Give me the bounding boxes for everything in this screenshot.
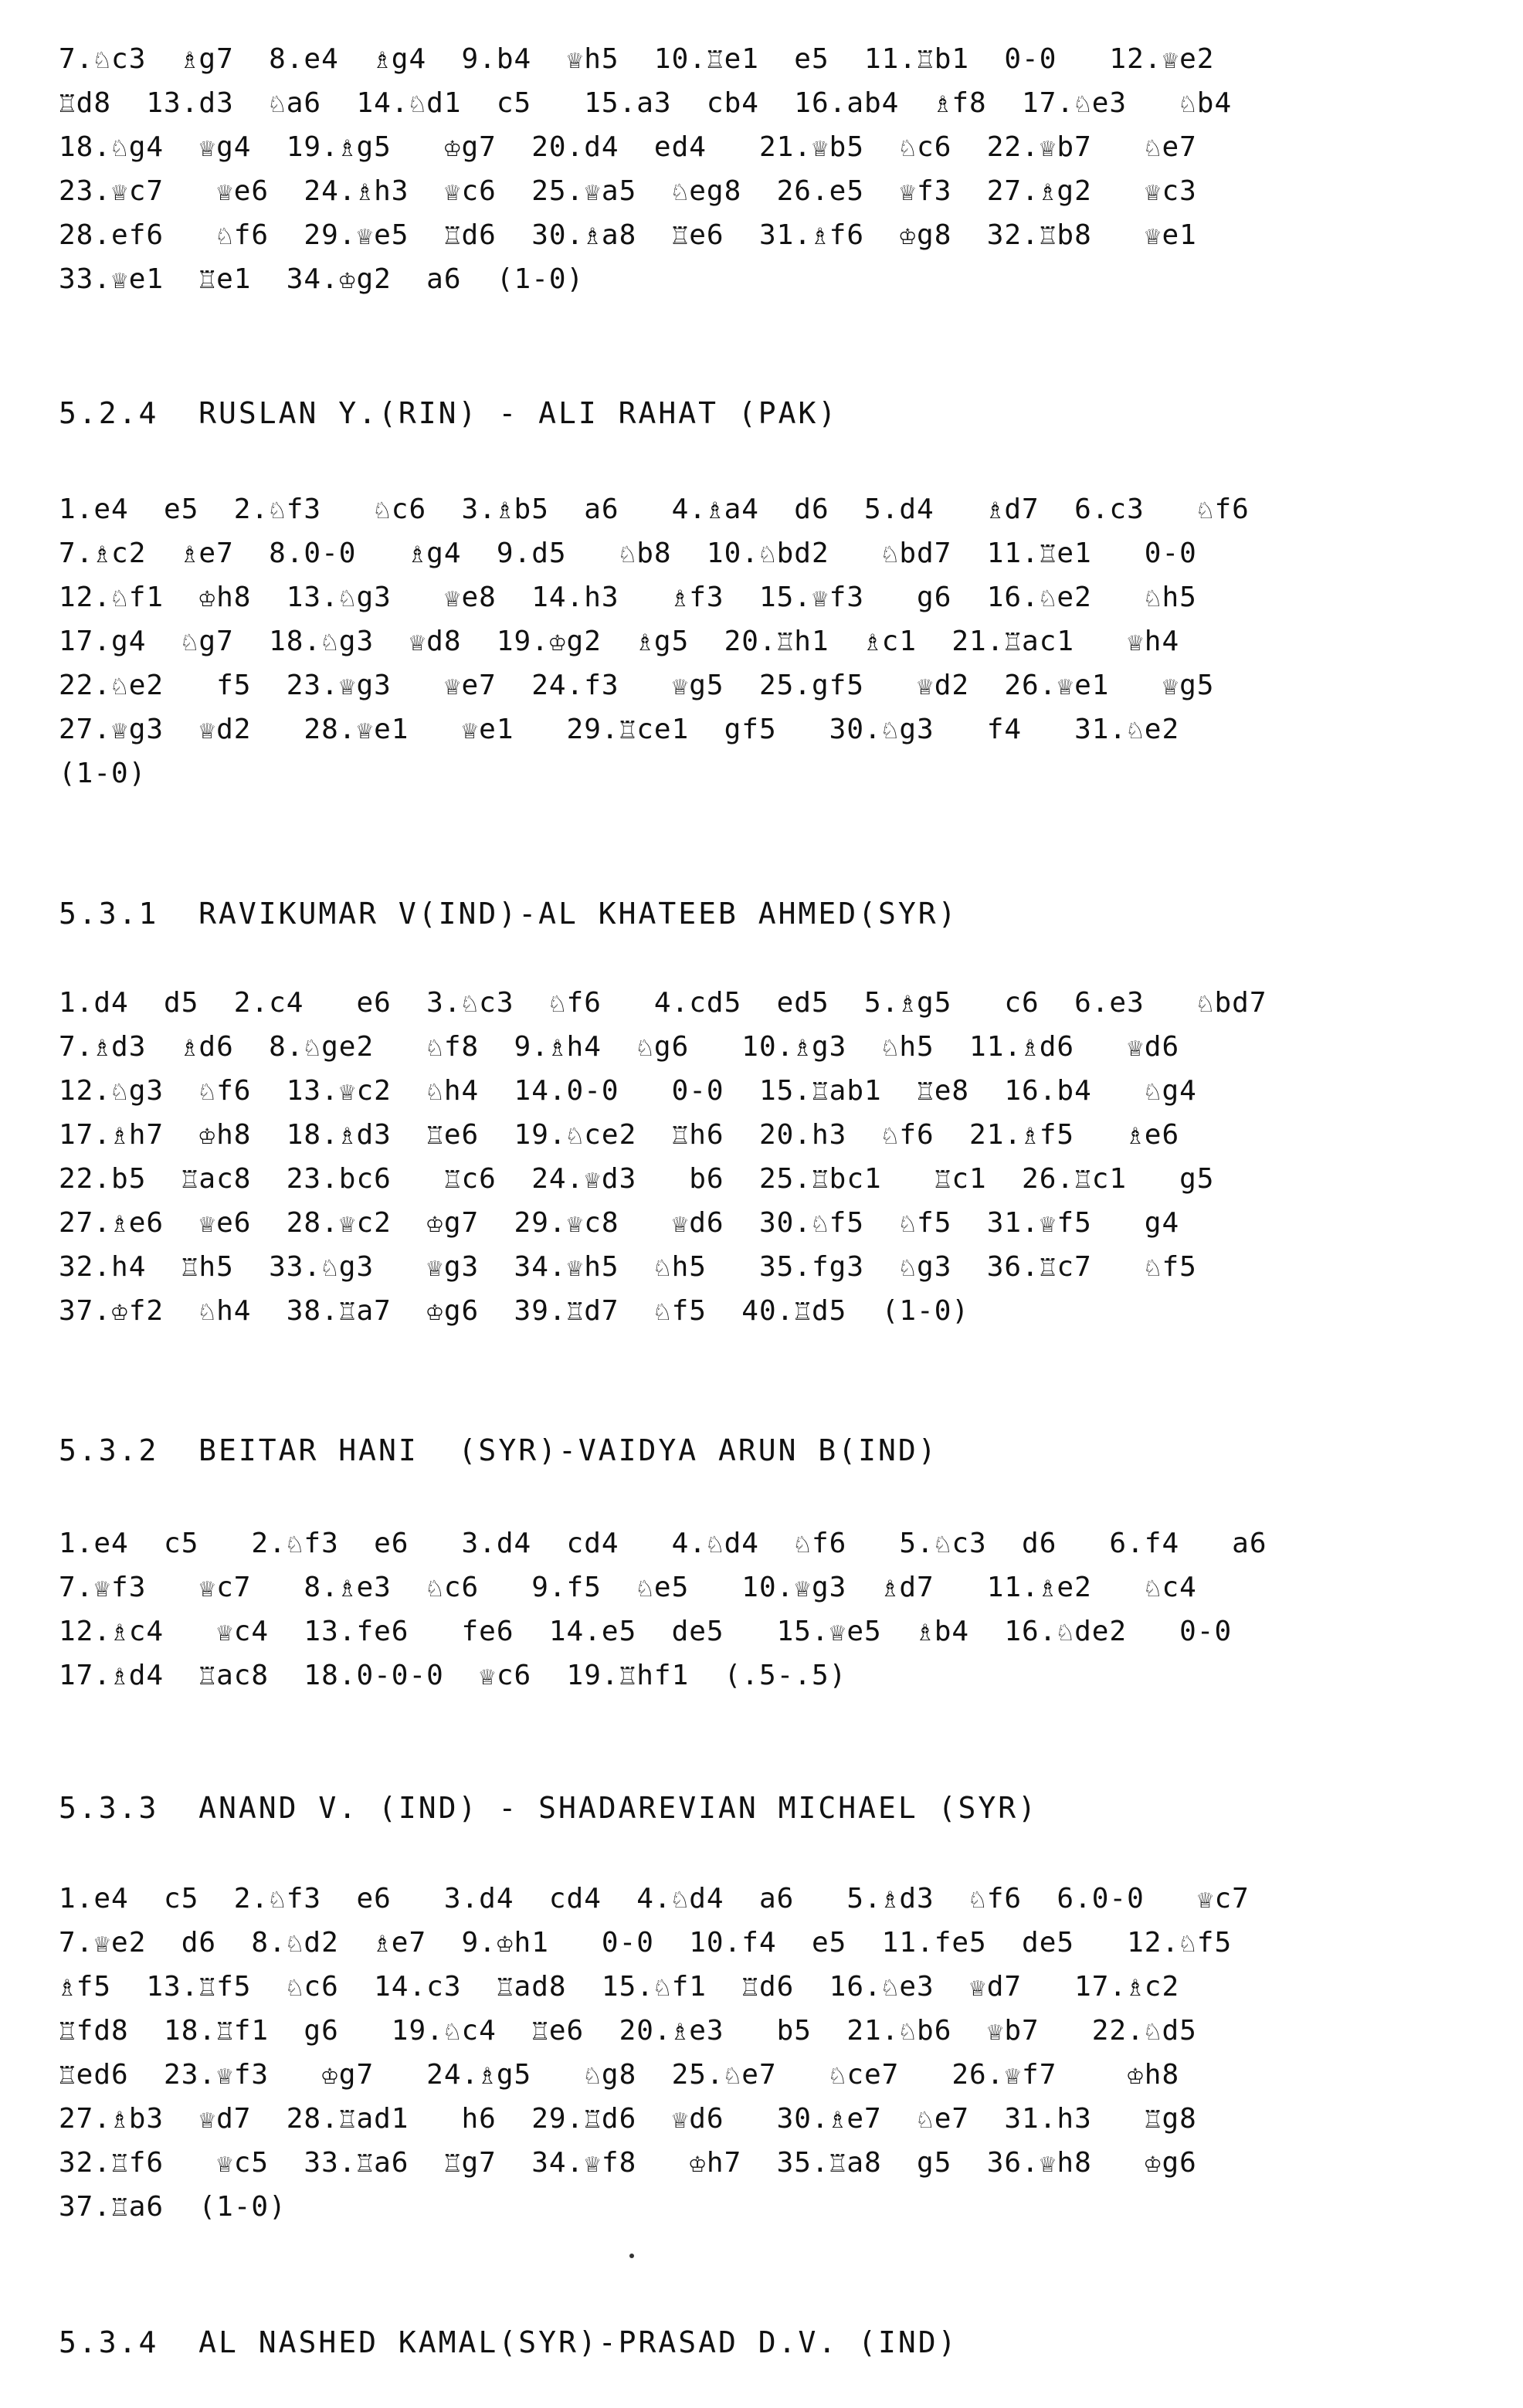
game-5-3-3-heading: 5.3.3 ANAND V. (IND) - SHADAREVIAN MICHAEL (SYR) xyxy=(59,1791,1039,1825)
game-5-3-4-heading: 5.3.4 AL NASHED KAMAL(SYR)-PRASAD D.V. (IND) xyxy=(59,2325,958,2359)
game-5-3-1-moves: 1.d4 d5 2.c4 e6 3.♘c3 ♘f6 4.cd5 ed5 5.♗g5 c6 6.e3 ♘bd7 7.♗d3 ♗d6 8.♘ge2 ♘f8 9.♗h4 ♘g6 10.♗g3 ♘h5 11.♗d6 ♕d6 12.♘g3 ♘f6 13.♕c2 ♘h4 14.0-0 0-0 15.♖ab1 ♖e8 16.b4 ♘g4 17.♗h7 ♔h8 18.♗d3 ♖e6 19.♘ce2 ♖h6 20.h3 ♘f6 21.♗f5 ♗e6 22.b5 ♖ac8 23.bc6 ♖c6 24.♕d3 b6 25.♖bc1 ♖c1 26.♖c1 g5 27.♗e6 ♕e6 28.♕c2 ♔g7 29.♕c8 ♕d6 30.♘f5 ♘f5 31.♕f5 g4 32.h4 ♖h5 33.♘g3 ♕g3 34.♕h5 ♘h5 35.fg3 ♘g3 36.♖c7 ♘f5 37.♔f2 ♘h4 38.♖a7 ♔g6 39.♖d7 ♘f5 40.♖d5 (1-0) xyxy=(59,987,1267,1327)
game-5-2-4-moves: 1.e4 e5 2.♘f3 ♘c6 3.♗b5 a6 4.♗a4 d6 5.d4 ♗d7 6.c3 ♘f6 7.♗c2 ♗e7 8.0-0 ♗g4 9.d5 ♘b8 10.♘bd2 ♘bd7 11.♖e1 0-0 12.♘f1 ♔h8 13.♘g3 ♕e8 14.h3 ♗f3 15.♕f3 g6 16.♘e2 ♘h5 17.g4 ♘g7 18.♘g3 ♕d8 19.♔g2 ♗g5 20.♖h1 ♗c1 21.♖ac1 ♕h4 22.♘e2 f5 23.♕g3 ♕e7 24.f3 ♕g5 25.gf5 ♕d2 26.♕e1 ♕g5 27.♕g3 ♕d2 28.♕e1 ♕e1 29.♖ce1 gf5 30.♘g3 f4 31.♘e2 (1-0) xyxy=(59,493,1250,789)
stray-ink-dot xyxy=(629,2254,634,2258)
game-5-3-2-heading: 5.3.2 BEITAR HANI (SYR)-VAIDYA ARUN B(IND) xyxy=(59,1433,938,1467)
game-5-3-2-moves: 1.e4 c5 2.♘f3 e6 3.d4 cd4 4.♘d4 ♘f6 5.♘c3 d6 6.f4 a6 7.♕f3 ♕c7 8.♗e3 ♘c6 9.f5 ♘e5 10.♕g3 ♗d7 11.♗e2 ♘c4 12.♗c4 ♕c4 13.fe6 fe6 14.e5 de5 15.♕e5 ♗b4 16.♘de2 0-0 17.♗d4 ♖ac8 18.0-0-0 ♕c6 19.♖hf1 (.5-.5) xyxy=(59,1528,1267,1691)
game-5-2-4-heading: 5.2.4 RUSLAN Y.(RIN) - ALI RAHAT (PAK) xyxy=(59,396,839,430)
game-5-2-2-moves-continuation: 7.♘c3 ♗g7 8.e4 ♗g4 9.b4 ♕h5 10.♖e1 e5 11.♖b1 0-0 12.♕e2 ♖d8 13.d3 ♘a6 14.♘d1 c5 15.a3 cb4 16.ab4 ♗f8 17.♘e3 ♘b4 18.♘g4 ♕g4 19.♗g5 ♔g7 20.d4 ed4 21.♕b5 ♘c6 22.♕b7 ♘e7 23.♕c7 ♕e6 24.♗h3 ♕c6 25.♕a5 ♘eg8 26.e5 ♕f3 27.♗g2 ♕c3 28.ef6 ♘f6 29.♕e5 ♖d6 30.♗a8 ♖e6 31.♗f6 ♔g8 32.♖b8 ♕e1 33.♕e1 ♖e1 34.♔g2 a6 (1-0) xyxy=(59,43,1233,295)
game-5-3-3-moves: 1.e4 c5 2.♘f3 e6 3.d4 cd4 4.♘d4 a6 5.♗d3 ♘f6 6.0-0 ♕c7 7.♕e2 d6 8.♘d2 ♗e7 9.♔h1 0-0 10.f4 e5 11.fe5 de5 12.♘f5 ♗f5 13.♖f5 ♘c6 14.c3 ♖ad8 15.♘f1 ♖d6 16.♘e3 ♕d7 17.♗c2 ♖fd8 18.♖f1 g6 19.♘c4 ♖e6 20.♗e3 b5 21.♘b6 ♕b7 22.♘d5 ♖ed6 23.♕f3 ♔g7 24.♗g5 ♘g8 25.♘e7 ♘ce7 26.♕f7 ♔h8 27.♗b3 ♕d7 28.♖ad1 h6 29.♖d6 ♕d6 30.♗e7 ♘e7 31.h3 ♖g8 32.♖f6 ♕c5 33.♖a6 ♖g7 34.♕f8 ♔h7 35.♖a8 g5 36.♕h8 ♔g6 37.♖a6 (1-0) xyxy=(59,1883,1250,2223)
game-5-3-1-heading: 5.3.1 RAVIKUMAR V(IND)-AL KHATEEB AHMED(SYR) xyxy=(59,897,958,931)
